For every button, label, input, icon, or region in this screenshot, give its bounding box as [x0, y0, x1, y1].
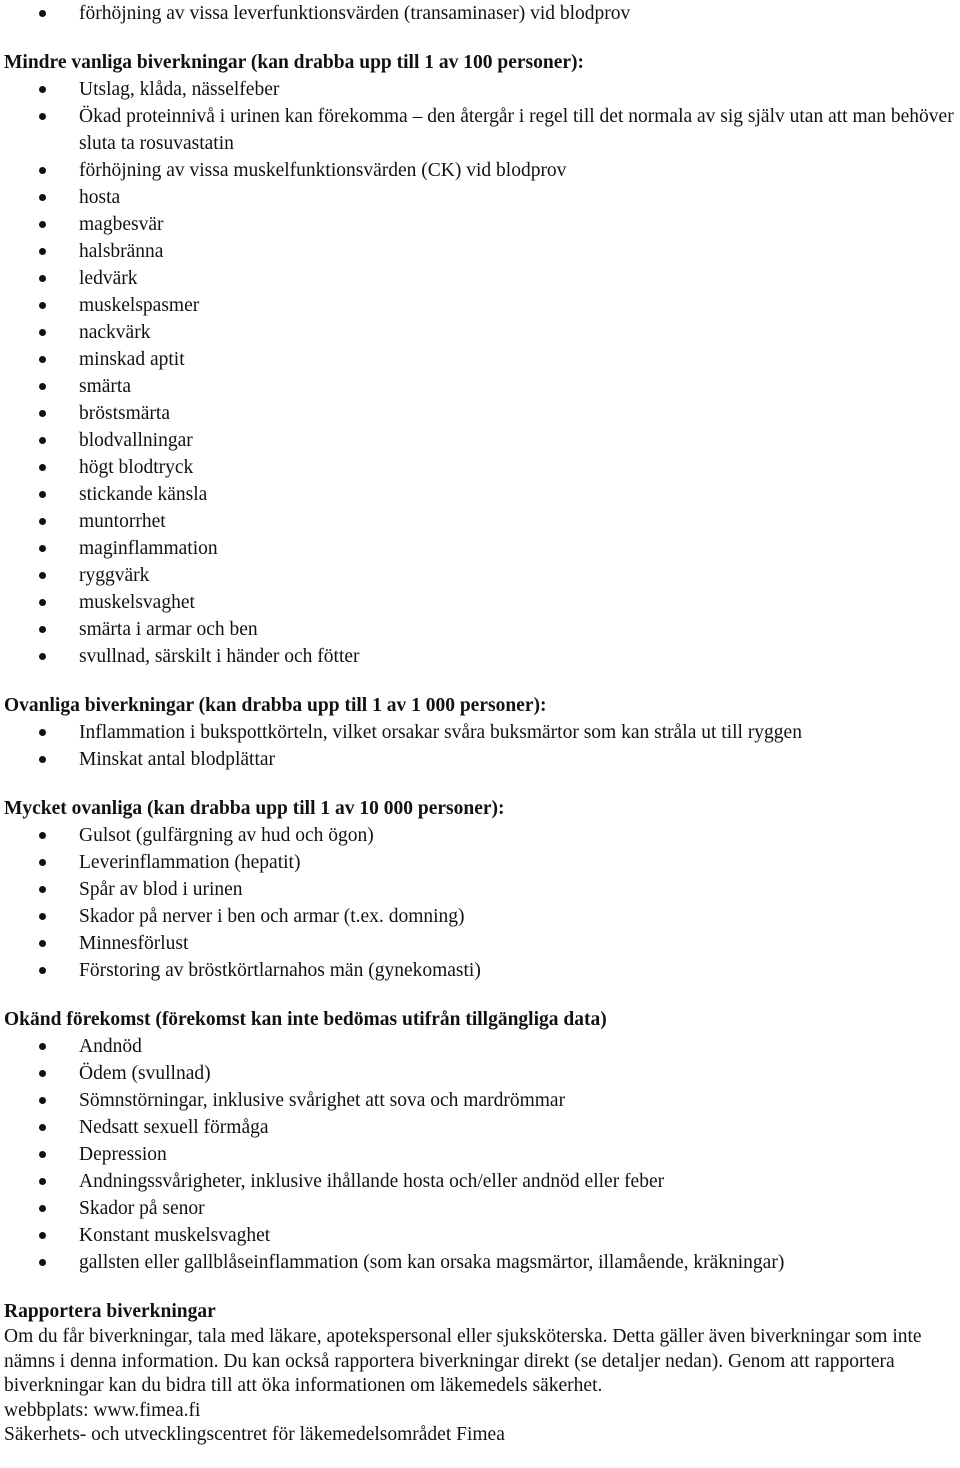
bullet-icon: [39, 967, 46, 974]
list-item: [4, 454, 958, 481]
severity-section: [4, 49, 958, 670]
bullet-icon: [39, 599, 46, 606]
list-item: [4, 427, 958, 454]
list-item: [4, 903, 958, 930]
bullet-icon: [39, 545, 46, 552]
report-website: webbplats: www.fimea.fi: [4, 1399, 201, 1421]
list-item: [4, 1033, 958, 1060]
list-item: [4, 1222, 958, 1249]
side-effect-list: [4, 1033, 958, 1276]
bullet-icon: [39, 1097, 46, 1104]
list-item-text: Andnöd: [79, 1036, 142, 1057]
list-item: [4, 238, 958, 265]
bullet-icon: [39, 410, 46, 417]
list-item-text: Skador på nerver i ben och armar (t.ex. domning): [79, 906, 465, 927]
bullet-icon: [39, 626, 46, 633]
list-item: [4, 1087, 958, 1114]
section-heading: Ovanliga biverkningar (kan drabba upp till 1 av 1 000 personer):: [4, 695, 547, 716]
report-section: [4, 1298, 958, 1448]
list-item: [4, 719, 958, 746]
list-item-text: halsbränna: [79, 241, 164, 262]
section-heading: Okänd förekomst (förekomst kan inte bedömas utifrån tillgängliga data): [4, 1009, 607, 1030]
list-item-text: förhöjning av vissa muskelfunktionsvärden (CK) vid blodprov: [79, 160, 567, 181]
list-item: [4, 103, 958, 157]
severity-section: [4, 692, 958, 773]
bullet-icon: [39, 832, 46, 839]
list-item: [4, 822, 958, 849]
list-item-text: bröstsmärta: [79, 403, 170, 424]
bullet-icon: [39, 1124, 46, 1131]
list-item-text: smärta i armar och ben: [79, 619, 258, 640]
list-item-text: Minskat antal blodplättar: [79, 749, 276, 770]
bullet-icon: [39, 383, 46, 390]
bullet-icon: [39, 275, 46, 282]
list-item: [4, 508, 958, 535]
bullet-icon: [39, 167, 46, 174]
bullet-icon: [39, 113, 46, 120]
list-item: [4, 849, 958, 876]
list-item: [4, 562, 958, 589]
list-item-text: gallsten eller gallblåseinflammation (som kan orsaka magsmärtor, illamående, kräkningar): [79, 1252, 785, 1273]
report-organization: Säkerhets- och utvecklingscentret för läkemedelsområdet Fimea: [4, 1424, 505, 1445]
bullet-icon: [39, 464, 46, 471]
bullet-icon: [39, 329, 46, 336]
list-item: [4, 930, 958, 957]
bullet-icon: [39, 940, 46, 947]
list-item-text: Minnesförlust: [79, 933, 189, 954]
list-item: [4, 184, 958, 211]
list-item-text: högt blodtryck: [79, 457, 194, 478]
list-item-text: smärta: [79, 376, 131, 397]
bullet-icon: [39, 86, 46, 93]
bullet-icon: [39, 1151, 46, 1158]
severity-section: [4, 795, 958, 984]
bullet-icon: [39, 572, 46, 579]
intro-list: [4, 0, 958, 27]
section-heading: Mycket ovanliga (kan drabba upp till 1 av 10 000 personer):: [4, 798, 505, 819]
list-item-text: Andningssvårigheter, inklusive ihållande hosta och/eller andnöd eller feber: [79, 1171, 665, 1192]
list-item: [4, 876, 958, 903]
list-item: [4, 1141, 958, 1168]
list-item-text: svullnad, särskilt i händer och fötter: [79, 646, 360, 667]
bullet-icon: [39, 729, 46, 736]
list-item-text: muskelsvaghet: [79, 592, 195, 613]
severity-section: [4, 1006, 958, 1276]
list-item-text: muskelspasmer: [79, 295, 200, 316]
list-item-text: Konstant muskelsvaghet: [79, 1225, 271, 1246]
list-item-text: Ökad proteinnivå i urinen kan förekomma – den återgår i regel till det normala av sig själv utan att man behöver sluta ta rosuvastatin: [79, 106, 954, 154]
list-item-text: Nedsatt sexuell förmåga: [79, 1117, 269, 1138]
list-item: [4, 1114, 958, 1141]
bullet-icon: [39, 756, 46, 763]
list-item: [4, 346, 958, 373]
list-item-text: Depression: [79, 1144, 167, 1165]
list-item-text: stickande känsla: [79, 484, 208, 505]
list-item-text: Gulsot (gulfärgning av hud och ögon): [79, 825, 374, 846]
bullet-icon: [39, 859, 46, 866]
list-item-text: Skador på senor: [79, 1198, 205, 1219]
report-paragraph: [4, 1325, 958, 1448]
bullet-icon: [39, 1259, 46, 1266]
list-item: [4, 589, 958, 616]
list-item: [4, 746, 958, 773]
bullet-icon: [39, 437, 46, 444]
list-item-text: Sömnstörningar, inklusive svårighet att sova och mardrömmar: [79, 1090, 566, 1111]
list-item: [4, 0, 958, 27]
bullet-icon: [39, 1232, 46, 1239]
list-item: [4, 76, 958, 103]
sections-container: [4, 49, 958, 1276]
list-item-text: förhöjning av vissa leverfunktionsvärden (transaminaser) vid blodprov: [79, 3, 631, 24]
list-item: [4, 157, 958, 184]
list-item: [4, 535, 958, 562]
bullet-icon: [39, 10, 46, 17]
list-item: [4, 400, 958, 427]
list-item: [4, 292, 958, 319]
list-item-text: maginflammation: [79, 538, 218, 559]
side-effect-list: [4, 822, 958, 984]
list-item-text: Spår av blod i urinen: [79, 879, 243, 900]
list-item: [4, 373, 958, 400]
report-heading: Rapportera biverkningar: [4, 1301, 216, 1322]
list-item: [4, 616, 958, 643]
bullet-icon: [39, 194, 46, 201]
list-item-text: ryggvärk: [79, 565, 150, 586]
bullet-icon: [39, 1205, 46, 1212]
list-item: [4, 1195, 958, 1222]
section-heading: Mindre vanliga biverkningar (kan drabba upp till 1 av 100 personer):: [4, 52, 585, 73]
bullet-icon: [39, 302, 46, 309]
list-item-text: Leverinflammation (hepatit): [79, 852, 301, 873]
list-item: [4, 481, 958, 508]
list-item-text: Utslag, klåda, nässelfeber: [79, 79, 280, 100]
bullet-icon: [39, 356, 46, 363]
list-item: [4, 1249, 958, 1276]
side-effect-list: [4, 76, 958, 670]
list-item-text: magbesvär: [79, 214, 164, 235]
list-item: [4, 265, 958, 292]
document: [4, 0, 958, 1448]
bullet-icon: [39, 491, 46, 498]
list-item: [4, 319, 958, 346]
list-item: [4, 957, 958, 984]
side-effect-list: [4, 719, 958, 773]
bullet-icon: [39, 1043, 46, 1050]
report-body: Om du får biverkningar, tala med läkare, apotekspersonal eller sjuksköterska. Detta gäller även biverkningar som inte nämns i denna information. Du kan också rapportera biverkningar direkt (se detaljer nedan). Genom att rapportera biverkningar kan du bidra till att öka informationen om läkemedels säkerhet.: [4, 1326, 922, 1396]
bullet-icon: [39, 913, 46, 920]
bullet-icon: [39, 653, 46, 660]
bullet-icon: [39, 886, 46, 893]
bullet-icon: [39, 1178, 46, 1185]
list-item: [4, 1060, 958, 1087]
list-item-text: blodvallningar: [79, 430, 193, 451]
list-item-text: nackvärk: [79, 322, 151, 343]
list-item-text: Inflammation i bukspottkörteln, vilket orsakar svåra buksmärtor som kan stråla ut till ryggen: [79, 722, 802, 743]
bullet-icon: [39, 518, 46, 525]
list-item: [4, 211, 958, 238]
bullet-icon: [39, 248, 46, 255]
list-item: [4, 1168, 958, 1195]
list-item: [4, 643, 958, 670]
list-item-text: Ödem (svullnad): [79, 1063, 211, 1084]
list-item-text: hosta: [79, 187, 121, 208]
list-item-text: Förstoring av bröstkörtlarnahos män (gynekomasti): [79, 960, 481, 981]
bullet-icon: [39, 1070, 46, 1077]
list-item-text: minskad aptit: [79, 349, 185, 370]
list-item-text: ledvärk: [79, 268, 138, 289]
bullet-icon: [39, 221, 46, 228]
list-item-text: muntorrhet: [79, 511, 166, 532]
